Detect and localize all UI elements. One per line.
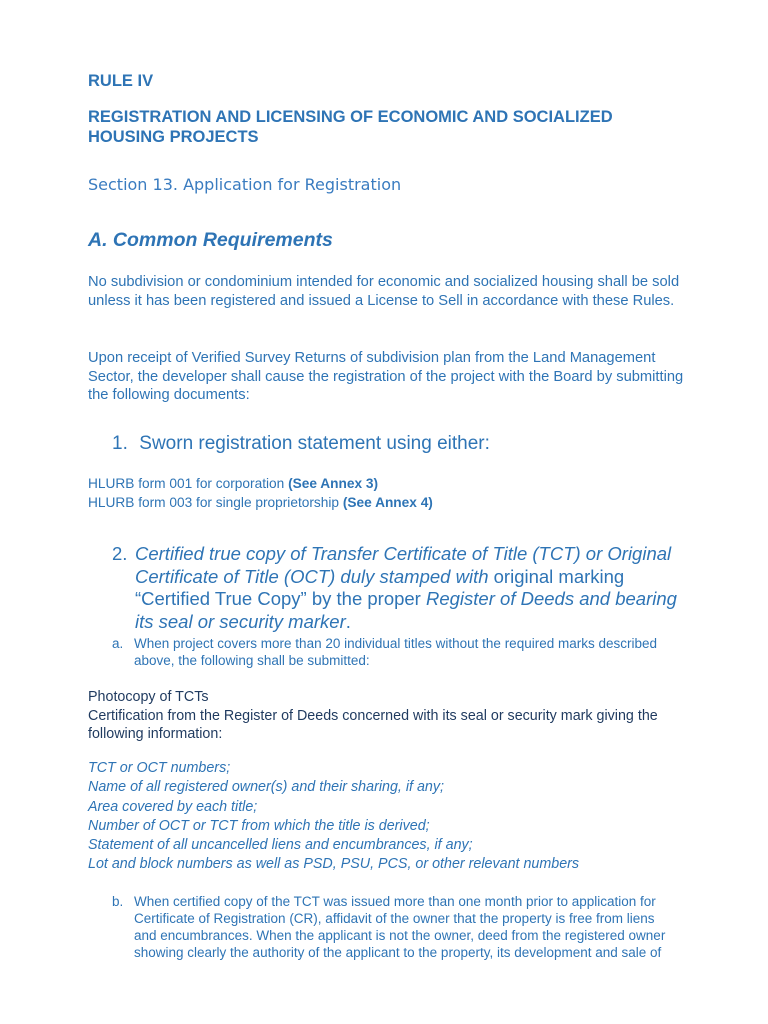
list-item-text-italic: Certified true copy of Transfer Certificate of Title (TCT) or Original Certificate of Title (OCT) duly stamped with xyxy=(135,543,672,587)
certification-line: Certification from the Register of Deeds concerned with its seal or security mark giving the following information: xyxy=(88,708,658,742)
info-list-item: Statement of all uncancelled liens and encumbrances, if any; xyxy=(88,837,473,854)
section-title: Section 13. Application for Registration xyxy=(88,175,402,194)
sub-item-b xyxy=(112,893,672,961)
info-list-item: Name of all registered owner(s) and their sharing, if any; xyxy=(88,779,444,796)
sub-item-text: When certified copy of the TCT was issued more than one month prior to application for Certificate of Registration (CR), affidavit of the owner that the property is free from liens and encumbrances. When the applicant is not the owner, deed from the registered owner showing clearly the authority of the applicant to the property, its development and sale of xyxy=(134,894,666,960)
sub-item-label: b. xyxy=(112,894,124,909)
rule-title: RULE IV xyxy=(88,72,154,90)
form-text: HLURB form 001 for corporation xyxy=(88,476,289,491)
paragraph-sale-restriction: No subdivision or condominium intended for economic and socialized housing shall be sold unless it has been registered and issued a License to Sell in accordance with these Rules. xyxy=(88,274,680,309)
info-list-item: Lot and block numbers as well as PSD, PSU, PCS, or other relevant numbers xyxy=(88,856,580,873)
list-item-text xyxy=(135,543,692,633)
list-item-text-plain: original marking “Certified True Copy” by the proper xyxy=(135,565,625,609)
sub-item-label: a. xyxy=(112,636,124,651)
list-item-number: 1. xyxy=(112,433,128,454)
list-item-number: 2. xyxy=(112,543,128,564)
sub-item-text: When project covers more than 20 individual titles without the required marks described above, the following shall be submitted: xyxy=(134,636,658,668)
annex-reference: (See Annex 3) xyxy=(288,476,379,491)
chapter-title: REGISTRATION AND LICENSING OF ECONOMIC AND SOCIALIZED HOUSING PROJECTS xyxy=(88,108,613,146)
photocopy-line: Photocopy of TCTs xyxy=(88,689,209,705)
paragraph-registration-procedure: Upon receipt of Verified Survey Returns of subdivision plan from the Land Management Sector, the developer shall cause the registration of the project with the Board by submitting the following documents: xyxy=(88,350,684,403)
list-item-text-end: . xyxy=(345,610,351,632)
list-item-text-italic-2: Register of Deeds and bearing its seal or security marker xyxy=(135,588,677,632)
info-list-item: TCT or OCT numbers; xyxy=(88,760,231,776)
list-item-2 xyxy=(112,543,692,633)
list-item-1 xyxy=(112,433,490,455)
annex-reference: (See Annex 4) xyxy=(342,495,433,510)
sub-item-a xyxy=(112,635,672,669)
info-list-item: Area covered by each title; xyxy=(88,798,258,815)
info-list-item: Number of OCT or TCT from which the title is derived; xyxy=(88,817,430,834)
form-line-proprietorship xyxy=(88,495,433,510)
form-line-corporation xyxy=(88,476,378,491)
common-requirements-heading: A. Common Requirements xyxy=(88,229,333,251)
info-list xyxy=(88,759,579,875)
form-text: HLURB form 003 for single proprietorship xyxy=(88,495,343,510)
list-item-text: Sworn registration statement using either: xyxy=(139,433,490,454)
